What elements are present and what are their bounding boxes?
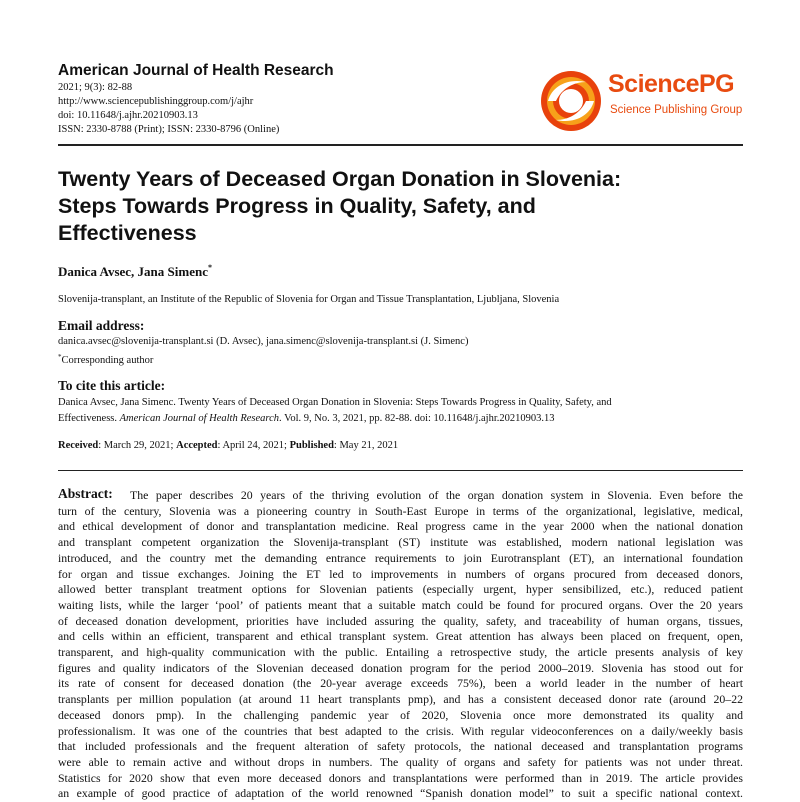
- publisher-logo: [538, 66, 748, 136]
- citation-line-1: Danica Avsec, Jana Simenc. Twenty Years of Deceased Organ Donation in Slovenia: Steps Towards Progress in Quality, Safety, and: [58, 397, 612, 408]
- received-date: : March 29, 2021;: [98, 440, 177, 451]
- abstract-line: transparent, and high-quality communication with the public. Entailing a retrospective study, the article presents analysis of key: [58, 645, 743, 659]
- corresponding-author-note: [58, 353, 153, 366]
- abstract-line: an example of good practice of adaptation of the world renowned “Spanish donation model” to suit a specific national context.: [58, 786, 743, 801]
- abstract-line: transplants per million population (at around 11 heart transplants pmp), and has a consistent deceased donor rate (around 20–22: [58, 692, 743, 707]
- abstract-line: its rate of consent for deceased donation (the 20-year average exceeds 75%), been a world leader in the number of heart: [58, 676, 743, 691]
- corresponding-author-mark: *: [207, 263, 212, 272]
- abstract-line: and transplant competent organization the Slovenija-transplant (ST) institute was established, modern national legislation was: [58, 535, 743, 550]
- citation-journal: American Journal of Health Research: [119, 413, 280, 424]
- abstract-line: and cells within an efficient, transparent and ethical transplant system. Great attention has always been placed on frequent, open,: [58, 629, 743, 644]
- sciencepg-logo-icon: [538, 68, 604, 134]
- journal-name: American Journal of Health Research: [58, 62, 334, 79]
- accepted-label: Accepted: [176, 440, 218, 451]
- header-divider: [58, 144, 743, 146]
- abstract-line: were able to remain active and without drops in numbers. The quality of organs and safety for patients was not under threat.: [58, 754, 743, 769]
- email-addresses[interactable]: danica.avsec@slovenija-transplant.si (D. Avsec), jana.simenc@slovenija-transplant.si (J. Simenc): [58, 336, 469, 347]
- abstract-line: for organ and tissue exchanges. Joining the ET led to improvements in numbers of organs procured from deceased donors,: [58, 566, 743, 581]
- abstract-line: professionalism. It was one of the countries that best adapted to the crisis. With regular videoconferences on a daily/weekly basis: [58, 723, 743, 738]
- accepted-date: : April 24, 2021;: [217, 440, 290, 451]
- abstract-line: and ethical development of donor and transplantation medicine. Real progress came in the year 2000 when the national donation: [58, 519, 743, 534]
- corresponding-mark: *: [58, 353, 62, 361]
- published-label: Published: [289, 440, 334, 451]
- email-heading: Email address:: [58, 318, 145, 333]
- abstract-line: deceased donors pmp). In the challenging pandemic year of 2020, Slovenia once more demonstrated its quality and: [58, 707, 743, 722]
- journal-url[interactable]: http://www.sciencepublishinggroup.com/j/ajhr: [58, 96, 254, 107]
- abstract-line: turn of the century, Slovenia was a pioneering country in South-East Europe in terms of the organizational, legislative, medical,: [58, 503, 743, 518]
- article-title-line-3: Effectiveness: [58, 221, 197, 245]
- journal-doi: doi: 10.11648/j.ajhr.20210903.13: [58, 110, 198, 121]
- logo-wordmark: SciencePG: [608, 70, 735, 98]
- citation-details: . Vol. 9, No. 3, 2021, pp. 82-88. doi: 10.11648/j.ajhr.20210903.13: [279, 413, 555, 424]
- abstract-line: allowed better transplant treatment options for Slovenian patients (especially urgent, hyper sensibilized, etc.), reduced patient: [58, 582, 743, 597]
- citation-title-end: Effectiveness.: [58, 413, 120, 424]
- abstract-heading: Abstract:: [58, 486, 113, 501]
- abstract-divider: [58, 470, 743, 471]
- abstract-line: The paper describes 20 years of the thriving evolution of the organ donation system in Slovenia. Even before the: [130, 488, 743, 502]
- abstract-line: Statistics for 2020 show that even more deceased donors and transplantations were performed than in 2019. The article provides: [58, 770, 743, 785]
- logo-subtitle: Science Publishing Group: [610, 104, 743, 116]
- published-date: : May 21, 2021: [333, 440, 399, 451]
- article-title-line-2: Steps Towards Progress in Quality, Safety, and: [58, 194, 536, 218]
- publication-dates: [58, 440, 398, 451]
- affiliation: Slovenija-transplant, an Institute of the Republic of Slovenia for Organ and Tissue Transplantation, Ljubljana, Slovenia: [58, 294, 560, 305]
- author-list: [58, 263, 212, 280]
- journal-issn: ISSN: 2330-8788 (Print); ISSN: 2330-8796 (Online): [58, 124, 280, 135]
- citation-line-2: [58, 413, 554, 424]
- journal-issue: 2021; 9(3): 82-88: [58, 82, 133, 93]
- abstract-line: that included professionals and the frequent alteration of safety protocols, the national deceased and transplantation programs: [58, 739, 743, 754]
- cite-heading: To cite this article:: [58, 378, 166, 393]
- author-names: Danica Avsec, Jana Simenc: [58, 264, 208, 279]
- abstract-line: figures and quality indicators of the Slovenian deceased donation program for the period 2000–2019. Slovenia has stood out for: [58, 660, 743, 675]
- abstract-line: of deceased donation development, priorities have included assuring the quality, safety, and traceability of human organs, tissues,: [58, 613, 743, 628]
- received-label: Received: [58, 440, 99, 451]
- corresponding-text: Corresponding author: [61, 355, 154, 366]
- abstract-line: waiting lists, while the larger ‘pool’ of patients meant that a suitable match could be found for procured organs. Over the 20 years: [58, 597, 743, 612]
- article-title-line-1: Twenty Years of Deceased Organ Donation in Slovenia:: [58, 167, 622, 191]
- abstract-line: introduced, and the country met the demanding entrance requirements to join Eurotransplant (ET), an international foundation: [58, 550, 743, 565]
